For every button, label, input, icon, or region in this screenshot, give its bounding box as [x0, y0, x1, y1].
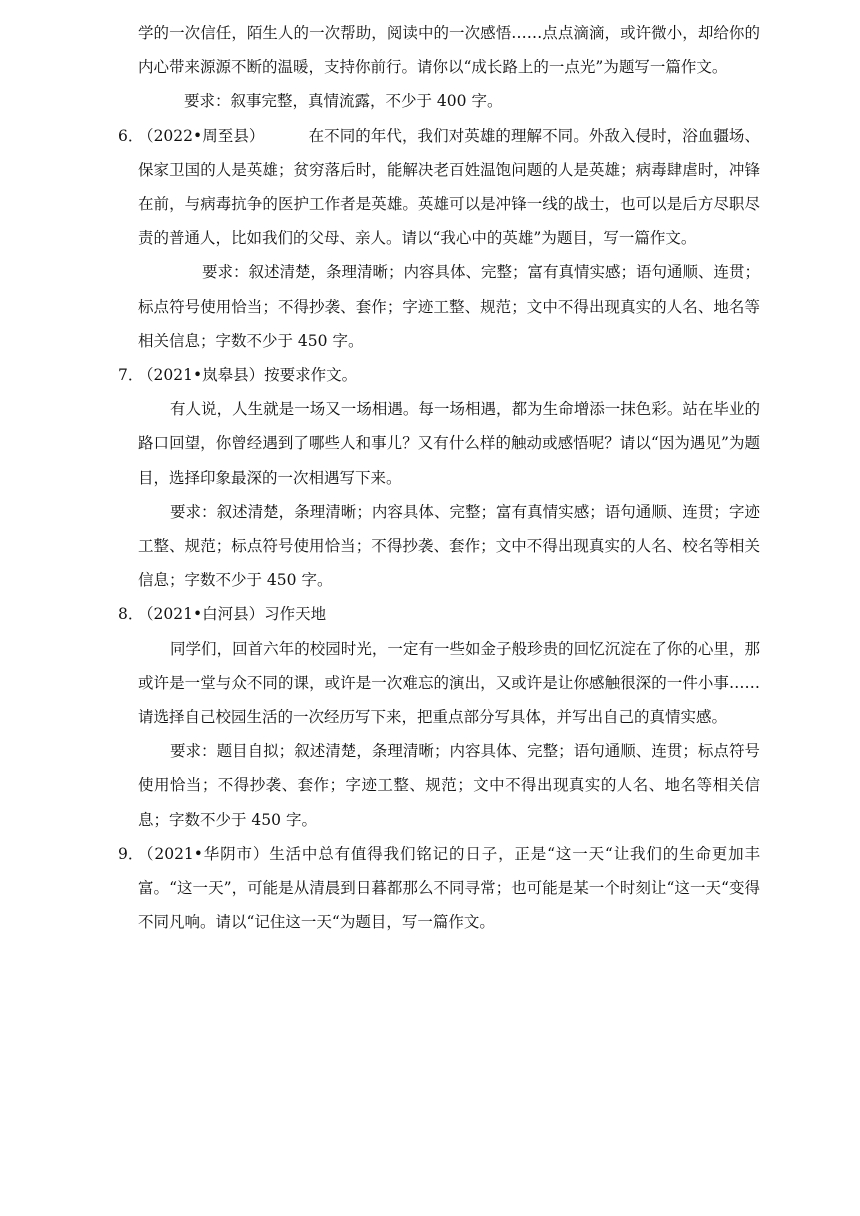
q6-prompt: [138, 119, 760, 256]
q7-prompt-text: 有人说，人生就是一场又一场相遇。每一场相遇，都为生命增添一抹色彩。站在毕业的路口回望，你曾经遇到了哪些人和事儿？又有什么样的触动或感悟呢？请以“因为遇见”为题目，选择印象最深的一次相遇写下来。: [138, 400, 760, 487]
q7-title: 按要求作文。: [264, 366, 358, 385]
q9-source: （2021•华阴市）: [138, 844, 270, 863]
q6-source: （2022•周至县）: [138, 126, 265, 145]
q8-title: 习作天地: [264, 605, 327, 624]
question-7: [118, 358, 760, 597]
question-5-continued: [118, 16, 760, 119]
q7-prompt: [138, 392, 760, 495]
q9-prompt: [138, 837, 760, 940]
q5-requirements-text: 要求：叙事完整，真情流露，不少于 400 字。: [184, 92, 503, 111]
q8-number: 8．: [118, 605, 144, 624]
q8-prompt: [138, 632, 760, 735]
q7-requirements-text: 要求：叙述清楚，条理清晰；内容具体、完整；富有真情实感；语句通顺、连贯；字迹工整、规范；标点符号使用恰当；不得抄袭、套作；文中不得出现真实的人名、校名等相关信息；字数不少于 450 字。: [138, 502, 760, 590]
q9-prompt-text: 生活中总有值得我们铭记的日子，正是“这一天“让我们的生命更加丰富。“这一天”，可能是从清晨到日暮都那么不同寻常；也可能是某一个时刻让“这一天“变得不同凡响。请以“记住这一天“为题目，写一篇作文。: [138, 844, 760, 932]
q6-requirements-text: 要求：叙述清楚，条理清晰；内容具体、完整；富有真情实感；语句通顺、连贯；标点符号使用恰当；不得抄袭、套作；字迹工整、规范；文中不得出现真实的人名、地名等相关信息；字数不少于 450 字。: [138, 263, 761, 350]
q8-source: （2021•白河县）: [138, 605, 265, 624]
question-6: [118, 119, 760, 358]
q7-source: （2021•岚皋县）: [138, 366, 265, 385]
q6-prompt-text: 在不同的年代，我们对英雄的理解不同。外敌入侵时，浴血疆场、保家卫国的人是英雄；贫穷落后时，能解决老百姓温饱问题的人是英雄；病毒肆虐时，冲锋在前，与病毒抗争的医护工作者是英雄。英雄可以是冲锋一线的战士，也可以是后方尽职尽责的普通人，比如我们的父母、亲人。请以“我心中的英雄”为题目，写一篇作文。: [138, 126, 760, 248]
q5-requirements: [118, 84, 760, 118]
q5-prompt-text: 学的一次信任，陌生人的一次帮助，阅读中的一次感悟……点点滴滴，或许微小，却给你的内心带来源源不断的温暖，支持你前行。请你以“成长路上的一点光”为题写一篇作文。: [138, 24, 760, 77]
q9-number: 9．: [118, 844, 144, 863]
q8-prompt-text: 同学们，回首六年的校园时光，一定有一些如金子般珍贵的回忆沉淀在了你的心里，那或许是一堂与众不同的课，或许是一次难忘的演出，又或许是让你感触很深的一件小事……请选择自己校园生活的一次经历写下来，把重点部分写具体，并写出自己的真情实感。: [138, 639, 760, 727]
q6-requirements: [138, 255, 760, 358]
q7-number: 7．: [118, 366, 144, 385]
question-9: [118, 837, 760, 940]
q8-heading: [138, 597, 760, 631]
question-8: [118, 597, 760, 836]
q7-requirements: [138, 495, 760, 598]
q7-heading: [138, 358, 760, 392]
q8-requirements: [138, 734, 760, 837]
q6-number: 6．: [118, 126, 144, 145]
q8-requirements-text: 要求：题目自拟；叙述清楚，条理清晰；内容具体、完整；语句通顺、连贯；标点符号使用恰当；不得抄袭、套作；字迹工整、规范；文中不得出现真实的人名、地名等相关信息；字数不少于 450 字。: [138, 742, 760, 829]
